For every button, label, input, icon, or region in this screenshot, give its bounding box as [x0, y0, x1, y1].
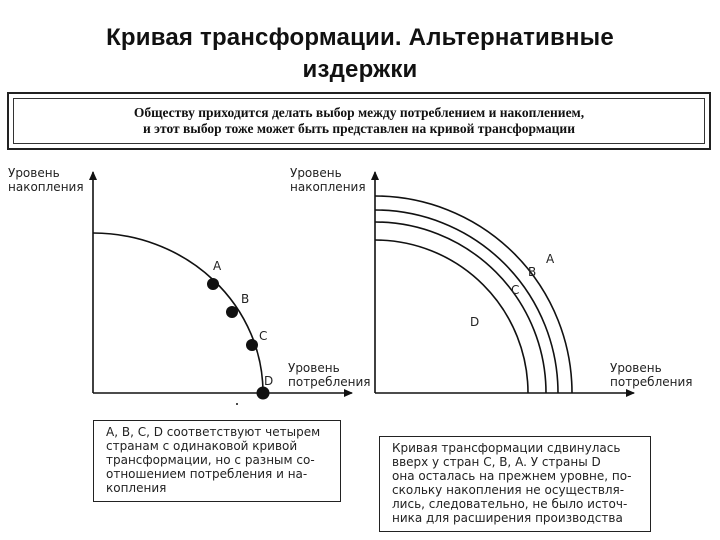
right-x-label-line-1: Уровень: [610, 361, 662, 375]
left-point-a-label: A: [213, 259, 222, 273]
right-y-label-line-2: накопления: [290, 180, 366, 194]
right-x-label-line-2: потребления: [610, 375, 693, 389]
right-curve-c: [375, 222, 546, 393]
right-curve-d-label: D: [470, 315, 480, 329]
title-line-1: Кривая трансформации. Альтернативные: [106, 24, 614, 51]
left-x-label-line-2: потребления: [288, 375, 371, 389]
left-note-box: [93, 420, 341, 502]
right-note-box: [379, 436, 651, 532]
left-x-label-line-1: Уровень: [288, 361, 340, 375]
right-curve-d: [375, 240, 528, 393]
left-point-c-label: C: [259, 329, 268, 343]
left-y-label-line-1: Уровень: [8, 166, 60, 180]
left-x-axis-label: [288, 361, 371, 389]
right-y-label-line-1: Уровень: [290, 166, 342, 180]
left-point-b-label: B: [241, 292, 250, 306]
left-origin-dot: [236, 403, 238, 405]
left-note-line-4: отношением потребления и на-: [106, 467, 308, 481]
right-diagram: [375, 172, 634, 393]
right-x-axis-label: [610, 361, 693, 389]
left-point-b: [226, 306, 238, 318]
right-note-line-6: ника для расширения производства: [392, 511, 623, 525]
right-note-line-1: Кривая трансформации сдвинулась: [392, 441, 621, 455]
left-note-line-1: A, B, C, D соответствуют четырем: [106, 425, 321, 439]
banner-line-1: Обществу приходится делать выбор между потреблением и накоплением,: [133, 105, 585, 120]
left-note-line-3: трансформации, но с разным со-: [106, 453, 315, 467]
right-y-axis-label: [290, 166, 366, 194]
title-line-2: издержки: [302, 56, 418, 83]
right-note-line-2: вверх у стран C, B, A. У страны D: [392, 455, 601, 469]
right-note-line-3: она осталась на прежнем уровне, по-: [392, 469, 632, 483]
right-curve-c-label: C: [511, 283, 520, 297]
left-point-c: [246, 339, 258, 351]
left-point-d: [257, 387, 270, 400]
left-point-a: [207, 278, 219, 290]
right-note-line-4: скольку накопления не осуществля-: [392, 483, 625, 497]
right-curve-a: [375, 196, 572, 393]
right-curve-b: [375, 210, 558, 393]
left-point-d-label: D: [264, 374, 274, 388]
left-note-line-2: странам с одинаковой кривой: [106, 439, 298, 453]
left-y-axis-label: [8, 166, 84, 194]
left-y-label-line-2: накопления: [8, 180, 84, 194]
banner-line-2: и этот выбор тоже может быть представлен на кривой трансформации: [143, 121, 575, 136]
left-note-line-5: копления: [106, 481, 167, 495]
right-curve-a-label: A: [546, 252, 555, 266]
right-note-line-5: лись, следовательно, не было источ-: [392, 497, 628, 511]
right-curve-b-label: B: [528, 265, 537, 279]
